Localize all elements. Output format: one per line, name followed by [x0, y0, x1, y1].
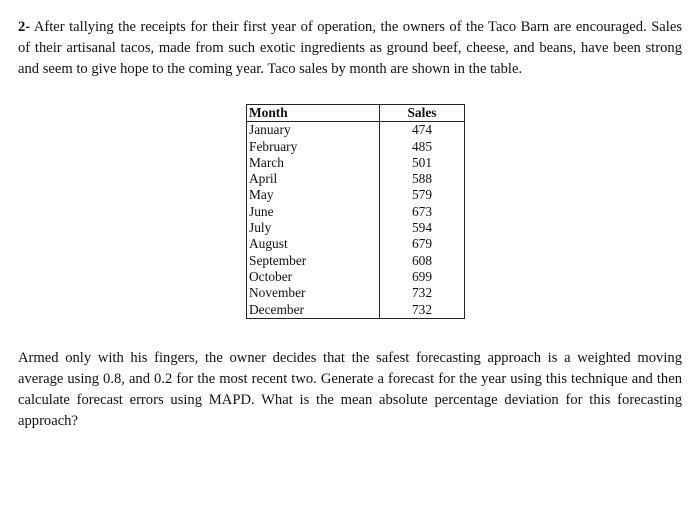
table-row	[247, 302, 465, 319]
problem-intro-text: After tallying the receipts for their first year of operation, the owners of the Taco Barn are encouraged. Sales of their artisanal tacos, made from such exotic ingredients as ground beef, cheese, and beans, have been strong and seem to give hope to the coming year. Taco sales by month are shown in the table.	[18, 19, 682, 77]
sales-table	[246, 104, 465, 319]
sales-cell: 501	[380, 155, 465, 171]
table-row	[247, 155, 465, 171]
table-row	[247, 187, 465, 203]
month-cell: July	[247, 220, 380, 236]
month-cell: April	[247, 171, 380, 187]
month-cell: October	[247, 269, 380, 285]
table-row	[247, 253, 465, 269]
table-header-row	[247, 105, 465, 122]
month-header: Month	[247, 105, 380, 122]
sales-cell: 699	[380, 269, 465, 285]
sales-cell: 673	[380, 204, 465, 220]
month-cell: December	[247, 302, 380, 319]
table-row	[247, 204, 465, 220]
month-cell: January	[247, 122, 380, 139]
month-cell: August	[247, 236, 380, 252]
sales-cell: 732	[380, 285, 465, 301]
sales-header: Sales	[380, 105, 465, 122]
sales-cell: 732	[380, 302, 465, 319]
table-row	[247, 139, 465, 155]
sales-cell: 485	[380, 139, 465, 155]
problem-number: 2-	[18, 19, 31, 35]
month-cell: May	[247, 187, 380, 203]
table-row	[247, 269, 465, 285]
sales-cell: 594	[380, 220, 465, 236]
table-row	[247, 236, 465, 252]
sales-cell: 588	[380, 171, 465, 187]
month-cell: February	[247, 139, 380, 155]
sales-cell: 608	[380, 253, 465, 269]
table-row	[247, 220, 465, 236]
table-row	[247, 285, 465, 301]
sales-cell: 679	[380, 236, 465, 252]
month-cell: November	[247, 285, 380, 301]
table-row	[247, 171, 465, 187]
problem-question: Armed only with his fingers, the owner decides that the safest forecasting approach is a weighted moving average using 0.8, and 0.2 for the most recent two. Generate a forecast for the year using this technique and then calculate forecast errors using MAPD. What is the mean absolute percentage deviation for this forecasting approach?	[18, 350, 682, 429]
sales-cell: 474	[380, 122, 465, 139]
month-cell: March	[247, 155, 380, 171]
table-row	[247, 122, 465, 139]
month-cell: September	[247, 253, 380, 269]
sales-cell: 579	[380, 187, 465, 203]
problem-intro	[18, 17, 682, 80]
month-cell: June	[247, 204, 380, 220]
